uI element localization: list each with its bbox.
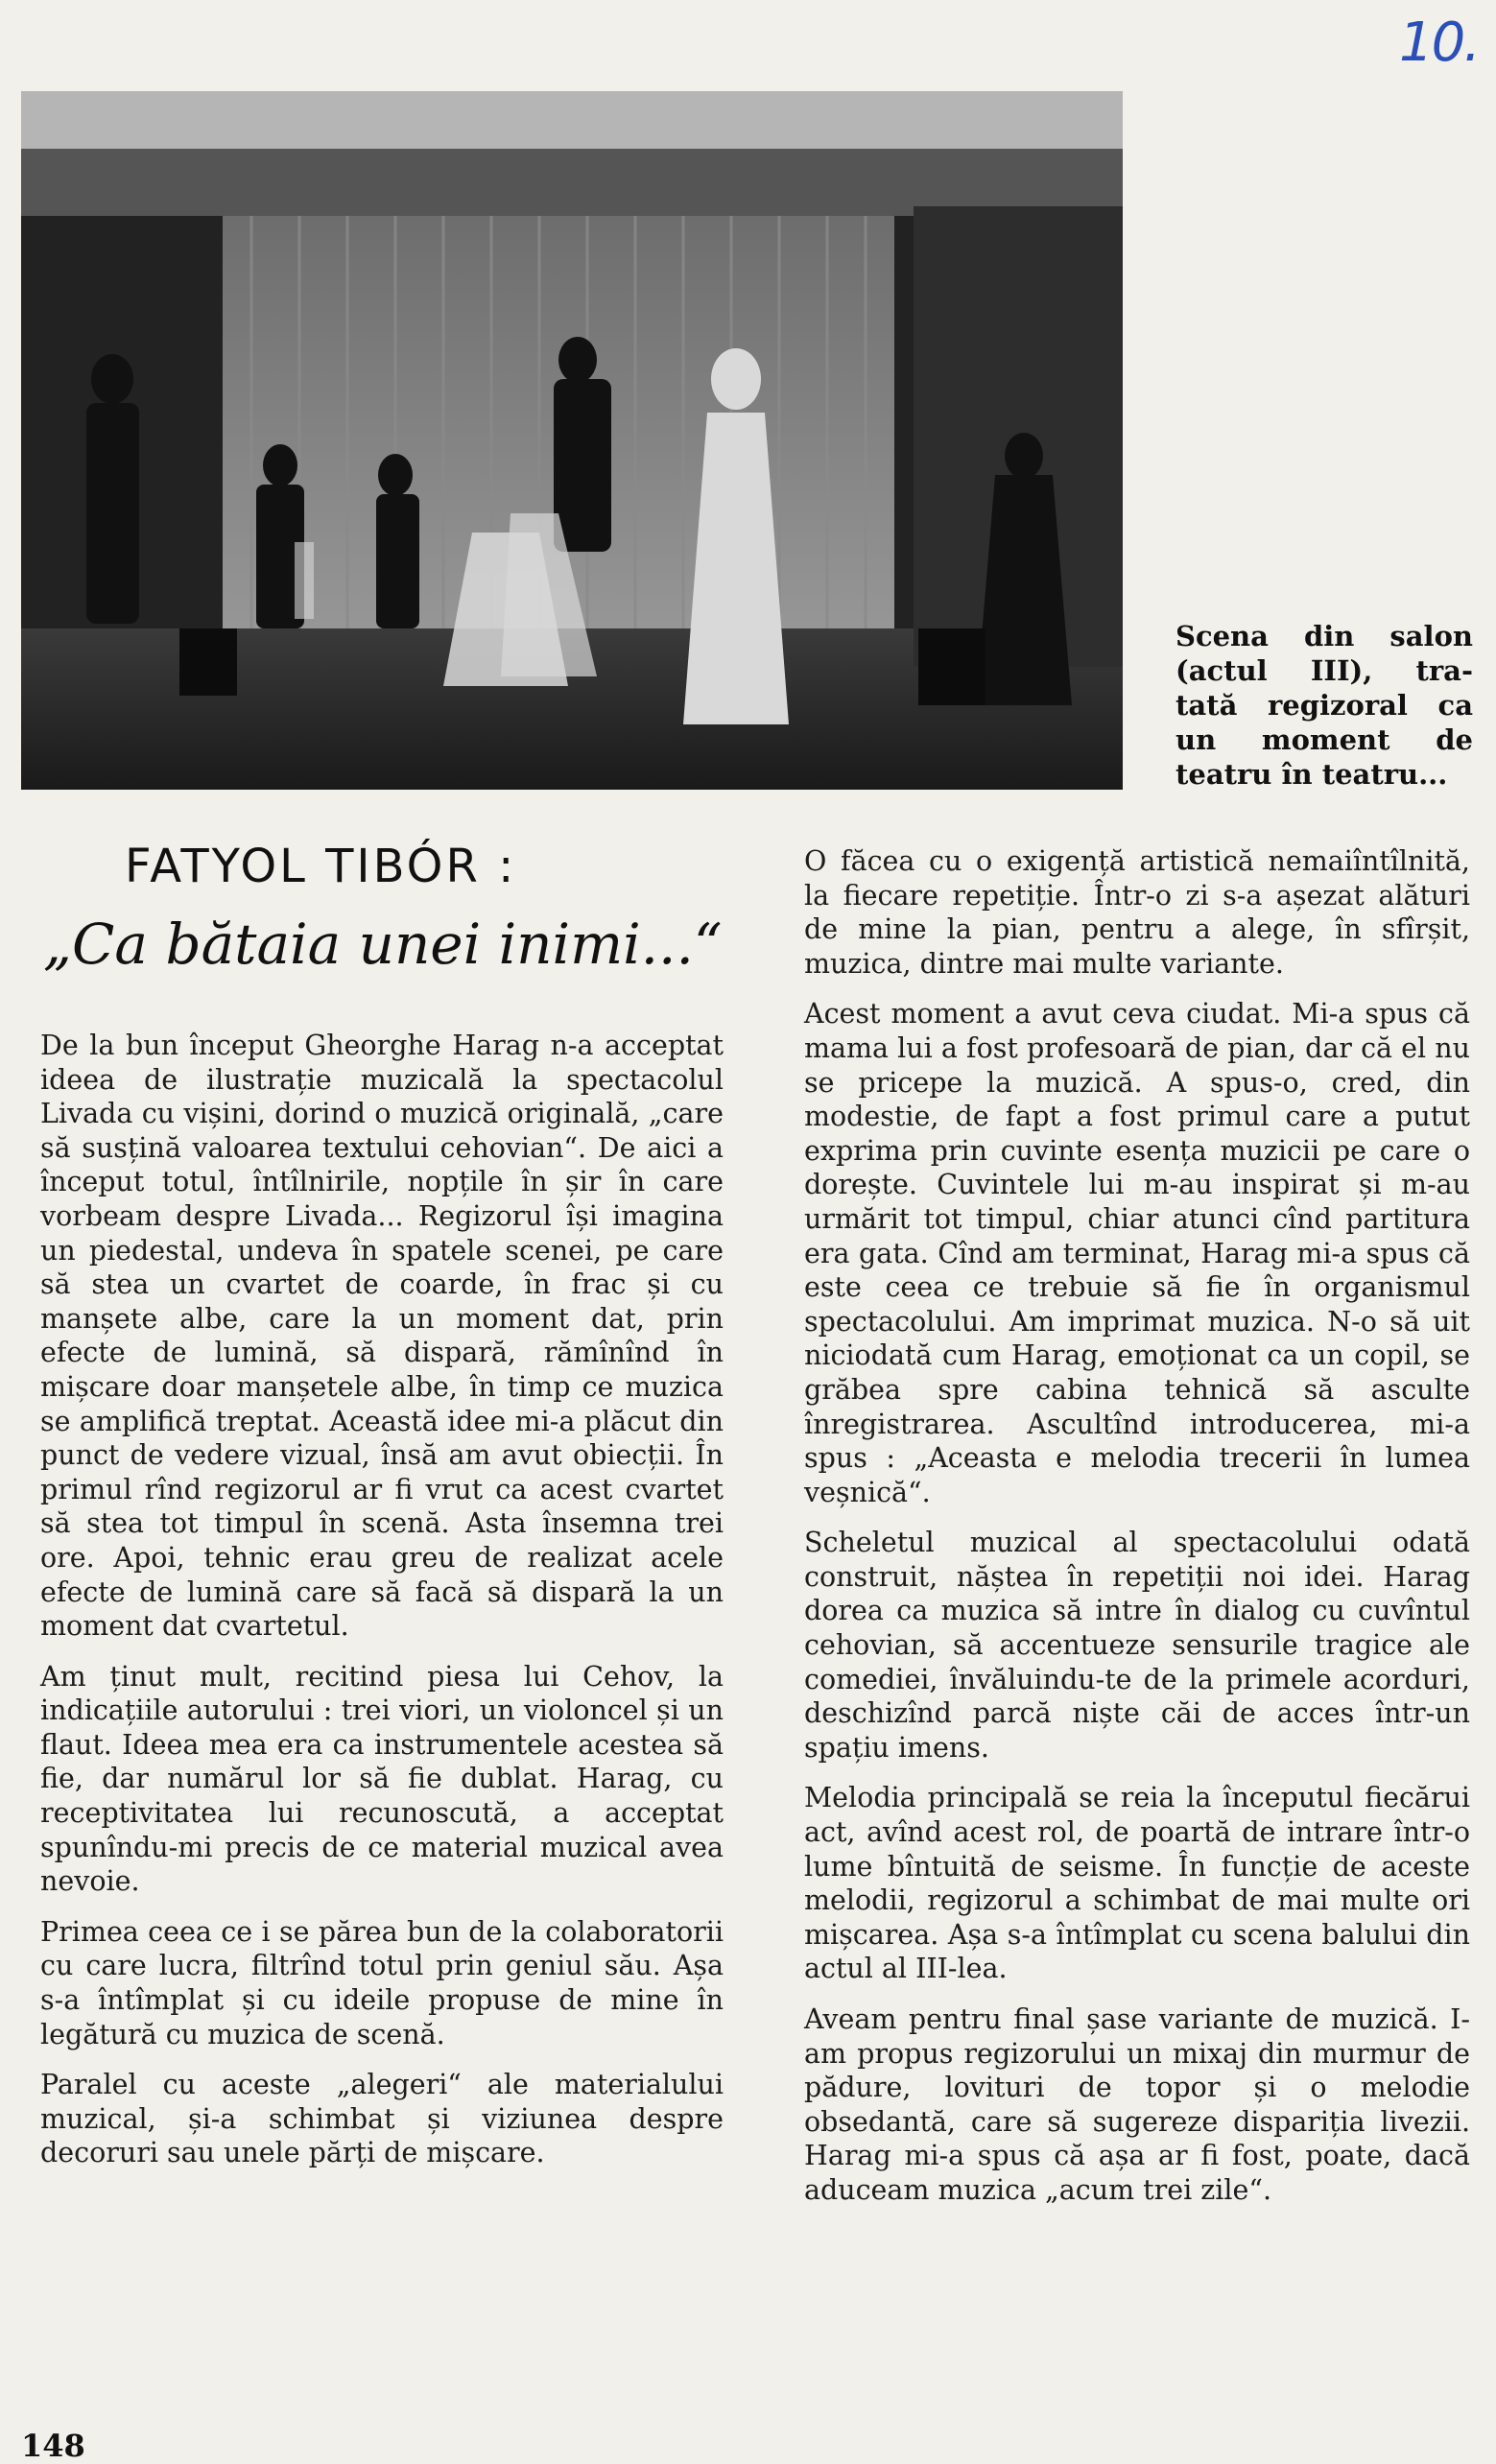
paragraph: Aveam pentru final șase variante de muzică. I-am propus regizorului un mixaj din murmur de pădure, lovituri de topor și o melodie obsedantă, care să sugereze dispariția livezii. Harag mi-a spus că așa ar fi fost, poate, dacă aduceam muzica „acum trei zile“. <box>804 2003 1470 2206</box>
paragraph: Paralel cu aceste „alegeri“ ale materialului muzical, și-a schimbat și viziunea despre decoruri sau unele părți de mișcare. <box>40 2069 724 2169</box>
caption-line-3: tată regizoral ca <box>1175 689 1473 722</box>
caption-line-5: teatru în teatru... <box>1175 758 1448 791</box>
paragraph: Scheletul muzical al spectacolului odată construit, năștea în repetiții noi idei. Harag dorea ca muzica să intre în dialog cu cuvîntul cehovian, să accentueze sensurile tragice ale comediei, învăluindu-te de la primele acorduri, deschizînd parcă niște căi de acces într-un spațiu imens. <box>804 1527 1470 1764</box>
paragraph: O făcea cu o exigență artistică nemaiîntîlnită, la fiecare repetiție. Într-o zi s-a așezat alături de mine la pian, pentru a alege, în sfîrșit, muzica, dintre mai multe variante. <box>804 845 1470 980</box>
caption-line-1: Scena din salon <box>1175 620 1473 652</box>
article-column-right <box>804 844 1470 2224</box>
paragraph: Melodia principală se reia la începutul fiecărui act, avînd acest rol, de poartă de intrare într-o lume bîntuită de seisme. În funcție de aceste melodii, regizorul a schimbat de mai multe ori mișcarea. Așa s-a întîmplat cu scena balului din actul al III-lea. <box>804 1782 1470 1985</box>
stage-photo <box>21 91 1123 790</box>
article-author: FATYOL TIBÓR : <box>125 840 517 893</box>
article-column-left <box>40 1029 724 2187</box>
photo-caption <box>1175 619 1473 792</box>
caption-line-4: un moment de <box>1175 723 1473 756</box>
page-number: 148 <box>21 2428 85 2464</box>
article-title: „Ca bătaia unei inimi...“ <box>43 912 723 977</box>
handwritten-page-note: 10. <box>1399 12 1480 74</box>
paragraph: Primea ceea ce i se părea bun de la colaboratorii cu care lucra, filtrînd totul prin geniul său. Așa s-a întîmplat și cu ideile propuse de mine în legătură cu muzica de scenă. <box>40 1915 724 2050</box>
stage-photo-illustration <box>21 91 1123 790</box>
paragraph: Acest moment a avut ceva ciudat. Mi-a spus că mama lui a fost profesoară de pian, dar că el nu se pricepe la muzică. A spus-o, cred, din modestie, de fapt a fost primul care a putut exprima prin cuvinte esența muzicii pe care o dorește. Cuvintele lui m-au inspirat și m-au urmărit tot timpul, chiar atunci cînd partitura era gata. Cînd am terminat, Harag mi-a spus că este ceea ce trebuie să fie în organismul spectacolului. Am imprimat muzica. N-o să uit niciodată cum Harag, emoționat ca un copil, se grăbea spre cabina tehnică să asculte înregistrarea. Ascultînd introducerea, mi-a spus : „Aceasta e melodia trecerii în lumea veșnică“. <box>804 998 1470 1508</box>
caption-line-2: (actul III), tra- <box>1175 654 1473 687</box>
paragraph: De la bun început Gheorghe Harag n-a acceptat ideea de ilustrație muzicală la spectacolul Livada cu vișini, dorind o muzică originală, „care să susțină valoarea textului cehovian“. De aici a început totul, întîlnirile, nopțile în șir în care vorbeam despre Livada... Regizorul își imagina un piedestal, undeva în spatele scenei, pe care să stea un cvartet de coarde, în frac și cu manșete albe, care la un moment dat, prin efecte de lumină, să dispară, rămînînd în mișcare doar manșetele albe, în timp ce muzica se amplifică treptat. Această idee mi-a plăcut din punct de vedere vizual, însă am avut obiecții. În primul rînd regizorul ar fi vrut ca acest cvartet să stea tot timpul în scenă. Asta însemna trei ore. Apoi, tehnic erau greu de realizat acele efecte de lumină care să facă să dispară la un moment dat cvartetul. <box>40 1030 724 1643</box>
paragraph: Am ținut mult, recitind piesa lui Cehov, la indicațiile autorului : trei viori, un violoncel și un flaut. Ideea mea era ca instrumentele acestea să fie, dar numărul lor să fie dublat. Harag, cu receptivitatea lui recunoscută, a acceptat spunîndu-mi precis de ce material muzical avea nevoie. <box>40 1660 724 1898</box>
